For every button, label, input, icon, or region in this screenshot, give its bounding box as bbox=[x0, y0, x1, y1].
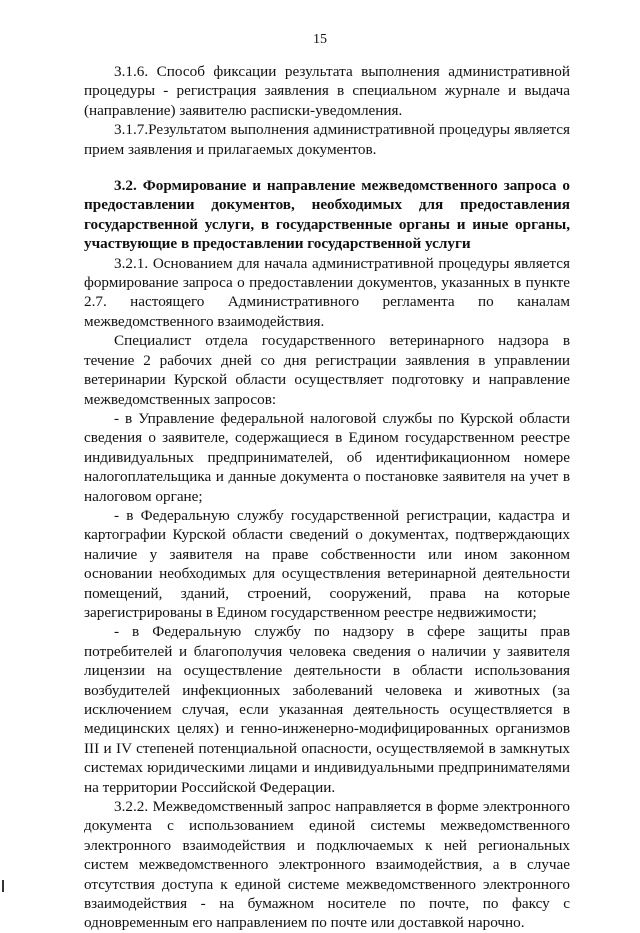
list-item-registration-service: - в Федеральную службу государственной регистрации, кадастра и картографии Курской области сведений о документах, подтверждающих наличие у заявителя на праве собственности или ином законном основании необходимых для осуществления ветеринарной деятельности помещений, зданий, строений, сооружений, права на которые зарегистрированы в Едином государственном реестре недвижимости; bbox=[84, 506, 570, 621]
document-body bbox=[84, 62, 570, 933]
paragraph-specialist: Специалист отдела государственного ветеринарного надзора в течение 2 рабочих дней со дня регистрации заявления в управлении ветеринарии Курской области осуществляет подготовку и направление межведомственных запросов: bbox=[84, 332, 570, 408]
list-item-tax-service: - в Управление федеральной налоговой службы по Курской области сведения о заявителе, содержащиеся в Едином государственном реестре индивидуальных предпринимателей, об идентификационном номере налогоплательщика и данные документа о постановке заявителя на учет в налоговом органе; bbox=[84, 409, 570, 505]
page-number: 15 bbox=[313, 32, 327, 47]
paragraph-3-1-6: 3.1.6. Способ фиксации результата выполнения административной процедуры - регистрация заявления в специальном журнале и выдача (направление) заявителю расписки-уведомления. bbox=[84, 63, 570, 119]
paragraph-3-2-1: 3.2.1. Основанием для начала административной процедуры является формирование запроса о предоставлении документов, указанных в пункте 2.7. настоящего Административного регламента по каналам межведомственного взаимодействия. bbox=[84, 254, 570, 330]
paragraph-3-1-7: 3.1.7.Результатом выполнения административной процедуры является прием заявления и прилагаемых документов. bbox=[84, 121, 570, 158]
scan-artifact bbox=[2, 880, 4, 892]
section-heading-3-2: 3.2. Формирование и направление межведомственного запроса о предоставлении документов, необходимых для предоставления государственной услуги, в государственные органы и иные органы, участвующие в предоставлении государственной услуги bbox=[84, 177, 570, 253]
list-item-consumer-rights-service: - в Федеральную службу по надзору в сфере защиты прав потребителей и благополучия человека сведения о наличии у заявителя лицензии на осуществление деятельности в области использования возбудителей инфекционных заболеваний человека и животных (за исключением случая, если указанная деятельность осуществляется в медицинских целях) и генно-инженерно-модифицированных организмов III и IV степеней потенциальной опасности, осуществляемой в замкнутых системах юридическими лицами и индивидуальными предпринимателями на территории Российской Федерации. bbox=[84, 623, 570, 796]
paragraph-3-2-2: 3.2.2. Межведомственный запрос направляется в форме электронного документа с использованием единой системы межведомственного электронного взаимодействия и подключаемых к ней региональных систем межведомственного электронного взаимодействия, а в случае отсутствия доступа к единой системе межведомственного электронного взаимодействия - на бумажном носителе по почте, по факсу с одновременным его направлением по почте или доставкой нарочно. bbox=[84, 798, 570, 932]
